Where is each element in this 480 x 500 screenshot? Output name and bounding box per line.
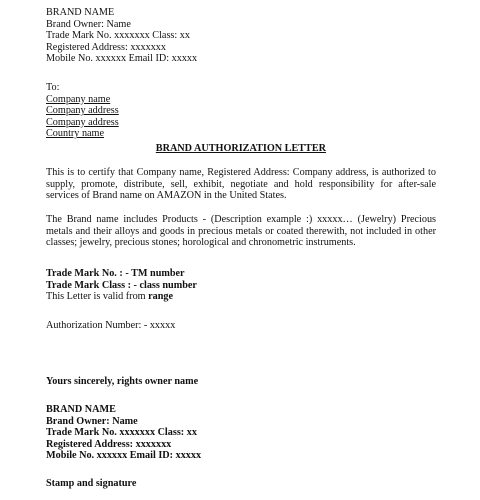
signature-brand-name: BRAND NAME — [46, 404, 116, 415]
stamp-and-signature: Stamp and signature — [46, 478, 137, 489]
trademark-details — [46, 268, 436, 303]
validity-line — [46, 291, 436, 303]
recipient-block — [46, 82, 436, 140]
validity-prefix: This Letter is valid from — [46, 291, 149, 303]
sender-trade-mark: Trade Mark No. xxxxxxx Class: xx — [46, 30, 190, 42]
body-paragraph-1: This is to certify that Company name, Registered Address: Company address, is authorized to supply, promote, distribute, sell, exhibit, negotiate and hold responsibility for after-sale services of Brand name on AMAZON in the United States. — [46, 167, 436, 202]
recipient-country-name: Country name — [46, 128, 105, 140]
signature-brand-owner: Brand Owner: Name — [46, 415, 138, 427]
letter-title: BRAND AUTHORIZATION LETTER — [155, 143, 326, 154]
letter-title-row — [46, 143, 436, 155]
sender-brand-owner: Brand Owner: Name — [46, 18, 131, 30]
recipient-company-address-2: Company address — [46, 116, 119, 128]
closing-sincerely: Yours sincerely, rights owner name — [46, 376, 199, 387]
sender-header — [46, 7, 436, 65]
authorization-number: Authorization Number: - xxxxx — [46, 320, 176, 331]
sender-brand-name: BRAND NAME — [46, 7, 115, 18]
signature-block — [46, 404, 436, 462]
trade-mark-no: Trade Mark No. : - TM number — [46, 268, 185, 279]
signature-trade-mark: Trade Mark No. xxxxxxx Class: xx — [46, 427, 197, 439]
validity-range: range — [148, 291, 174, 303]
trade-mark-class: Trade Mark Class : - class number — [46, 279, 197, 291]
signature-registered-address: Registered Address: xxxxxxx — [46, 438, 172, 450]
signature-contact: Mobile No. xxxxxx Email ID: xxxxx — [46, 450, 202, 462]
sender-contact: Mobile No. xxxxxx Email ID: xxxxx — [46, 53, 198, 65]
to-label: To: — [46, 82, 60, 93]
sender-registered-address: Registered Address: xxxxxxx — [46, 41, 166, 53]
recipient-company-name: Company name — [46, 93, 111, 105]
body-paragraph-2: The Brand name includes Products - (Description example :) xxxxx… (Jewelry) Precious metals and their alloys and goods in precious metals or coated therewith, not included in other classes; jewelry, precious stones; horological and chronometric instruments. — [46, 214, 436, 249]
recipient-company-address-1: Company address — [46, 105, 119, 117]
